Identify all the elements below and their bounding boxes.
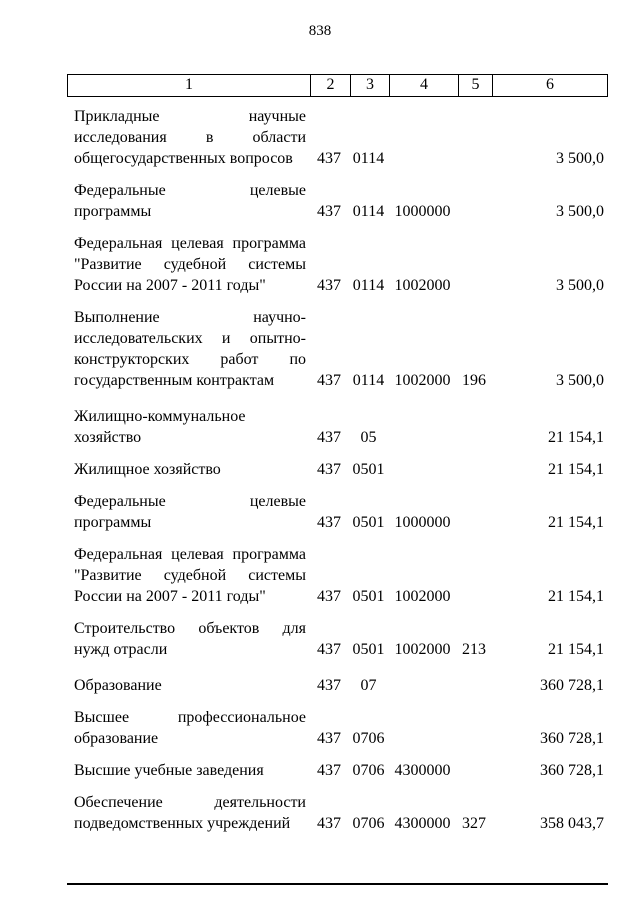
cell-section-code: 0706 [352, 762, 385, 779]
cell-section-code: 07 [360, 677, 377, 694]
cell-amount: 360 728,1 [540, 762, 604, 779]
cell-section-code: 0114 [352, 277, 385, 294]
header-cell-col1: 1 [185, 76, 193, 93]
cell-target-article-code: 1002000 [394, 277, 451, 294]
table-bottom-border [67, 883, 608, 885]
cell-section-code: 0501 [352, 461, 385, 478]
cell-amount: 360 728,1 [540, 730, 604, 747]
cell-chapter-code: 437 [317, 461, 341, 478]
cell-item-name: Федеральная целевая программа "Развитие судебной системы России на 2007 - 2011 годы" [74, 235, 306, 294]
cell-target-article-code: 1002000 [394, 641, 451, 658]
cell-amount: 3 500,0 [556, 277, 604, 294]
cell-expense-type-code: 196 [462, 372, 486, 389]
cell-amount: 360 728,1 [540, 677, 604, 694]
cell-chapter-code: 437 [317, 150, 341, 167]
cell-section-code: 05 [360, 429, 377, 446]
header-cell-col2: 2 [310, 75, 350, 96]
cell-item-name: Жилищное хозяйство [74, 461, 221, 478]
cell-item-name: Прикладные научные исследования в области общегосударственных вопросов [74, 108, 306, 167]
table-header-row [67, 74, 608, 97]
page-number: 838 [308, 23, 332, 39]
table-row [67, 459, 608, 480]
cell-amount: 3 500,0 [556, 372, 604, 389]
cell-item-name: Федеральная целевая программа "Развитие судебной системы России на 2007 - 2011 годы" [74, 546, 306, 605]
cell-target-article-code: 4300000 [394, 762, 451, 779]
cell-item-name: Федеральные целевые программы [74, 493, 306, 531]
table-row [67, 491, 608, 533]
cell-chapter-code: 437 [317, 677, 341, 694]
cell-chapter-code: 437 [317, 762, 341, 779]
cell-amount: 21 154,1 [548, 514, 604, 531]
table-body [67, 97, 608, 834]
cell-amount: 3 500,0 [556, 203, 604, 220]
cell-target-article-code: 1000000 [394, 514, 451, 531]
cell-expense-type-code: 213 [462, 641, 486, 658]
cell-section-code: 0114 [352, 150, 385, 167]
cell-chapter-code: 437 [317, 372, 341, 389]
cell-chapter-code: 437 [317, 730, 341, 747]
table-row [67, 760, 608, 781]
cell-amount: 21 154,1 [548, 641, 604, 658]
cell-item-name: Высшие учебные заведения [74, 762, 264, 779]
cell-item-name: Высшее профессиональное образование [74, 709, 306, 747]
cell-chapter-code: 437 [317, 277, 341, 294]
budget-table [67, 74, 608, 845]
header-cell-col5: 5 [458, 75, 492, 96]
cell-chapter-code: 437 [317, 203, 341, 220]
table-row [67, 307, 608, 391]
cell-target-article-code: 1000000 [394, 203, 451, 220]
cell-item-name: Строительство объектов для нужд отрасли [74, 620, 306, 658]
cell-chapter-code: 437 [317, 429, 341, 446]
cell-section-code: 0501 [352, 641, 385, 658]
table-row [67, 707, 608, 749]
cell-section-code: 0501 [352, 588, 385, 605]
cell-section-code: 0114 [352, 372, 385, 389]
cell-item-name: Обеспечение деятельности подведомственных учреждений [74, 794, 306, 832]
table-row [67, 180, 608, 222]
cell-item-name: Выполнение научно-исследовательских и опытно-конструкторских работ по государственным контрактам [74, 309, 306, 389]
cell-chapter-code: 437 [317, 588, 341, 605]
header-cell-col4: 4 [389, 75, 458, 96]
table-row [67, 792, 608, 834]
cell-target-article-code: 1002000 [394, 372, 451, 389]
cell-target-article-code: 1002000 [394, 588, 451, 605]
cell-expense-type-code: 327 [462, 815, 486, 832]
cell-item-name: Жилищно-коммунальное хозяйство [74, 408, 246, 446]
cell-item-name: Федеральные целевые программы [74, 182, 306, 220]
table-row [67, 618, 608, 660]
table-row [67, 675, 608, 696]
table-row [67, 544, 608, 607]
cell-item-name: Образование [74, 677, 162, 694]
header-cell-col3: 3 [350, 75, 389, 96]
cell-section-code: 0706 [352, 730, 385, 747]
cell-amount: 21 154,1 [548, 461, 604, 478]
header-cell-col6: 6 [492, 75, 607, 96]
cell-section-code: 0706 [352, 815, 385, 832]
cell-chapter-code: 437 [317, 514, 341, 531]
cell-amount: 358 043,7 [540, 815, 604, 832]
cell-chapter-code: 437 [317, 641, 341, 658]
cell-amount: 3 500,0 [556, 150, 604, 167]
cell-chapter-code: 437 [317, 815, 341, 832]
cell-amount: 21 154,1 [548, 588, 604, 605]
table-row [67, 233, 608, 296]
cell-section-code: 0501 [352, 514, 385, 531]
table-row [67, 106, 608, 169]
cell-amount: 21 154,1 [548, 429, 604, 446]
cell-section-code: 0114 [352, 203, 385, 220]
table-row [67, 406, 608, 448]
cell-target-article-code: 4300000 [394, 815, 451, 832]
